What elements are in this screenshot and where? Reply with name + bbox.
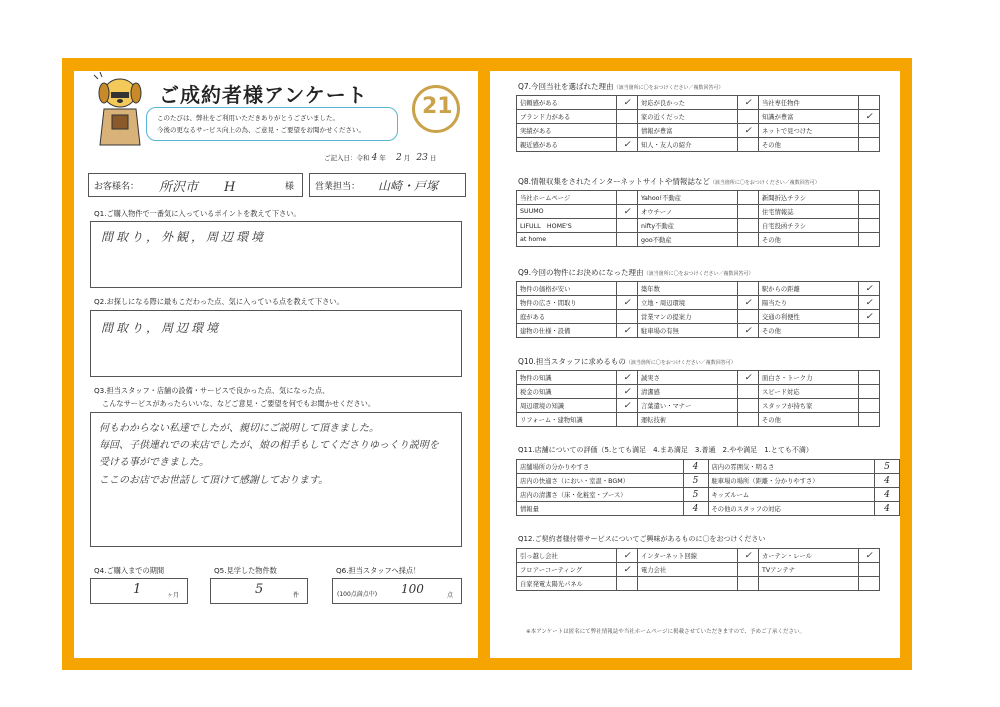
option-label: 住宅情報誌 — [759, 205, 859, 219]
option-label: 誠実さ — [638, 371, 738, 385]
greeting-bubble — [146, 107, 398, 141]
q12-title: Q12.ご契約者様付帯サービスについてご興味があるものに〇をおつけください — [518, 535, 766, 543]
option-label: 自宅投函チラシ — [759, 219, 859, 233]
q1-answer: 間取り，外観，周辺環境 — [101, 230, 267, 244]
date-year-unit: 年 — [379, 154, 386, 162]
table-row — [517, 282, 880, 296]
q11-title: Q11.店舗についての評価（5.とても満足 4.まあ満足 3.普通 2.やや満足 1.とても不満） — [518, 446, 813, 454]
q3-answer-line: 何もわからない私達でしたが、親切にご説明して頂きました。 — [99, 423, 379, 434]
century21-logo — [412, 85, 460, 133]
option-label: 清潔感 — [638, 385, 738, 399]
option-label: 物件の価格が安い — [517, 282, 617, 296]
option-label: オウチーノ — [638, 205, 738, 219]
table-row — [517, 138, 880, 152]
option-checkbox[interactable] — [617, 310, 638, 324]
option-label: 自家発電太陽光パネル — [517, 577, 617, 591]
option-label: 信頼感がある — [517, 96, 617, 110]
q11-table — [516, 459, 900, 516]
page-title: ご成約者様アンケート — [159, 83, 368, 107]
option-label: 家の近くだった — [638, 110, 738, 124]
rating-label: 駐車場の場所（距離・分かりやすさ） — [708, 474, 875, 488]
q3-question-line-2: こんなサービスがあったらいいな、などご意見・ご要望を何でもお聞かせください。 — [102, 399, 376, 408]
option-checkbox[interactable] — [738, 310, 759, 324]
table-row — [517, 399, 880, 413]
q2-question: Q2.お探しになる際に最もこだわった点、気に入っている点を教えて下さい。 — [94, 297, 344, 306]
option-checkbox[interactable]: ✓ — [859, 296, 880, 310]
option-checkbox[interactable]: ✓ — [617, 563, 638, 577]
table-row — [517, 549, 880, 563]
option-checkbox[interactable] — [738, 563, 759, 577]
option-label: 交通の利便性 — [759, 310, 859, 324]
option-label: 知識が豊富 — [759, 110, 859, 124]
option-checkbox[interactable] — [738, 191, 759, 205]
option-checkbox[interactable] — [859, 385, 880, 399]
table-row — [517, 324, 880, 338]
logo-text: 21 — [422, 94, 453, 119]
option-checkbox[interactable]: ✓ — [859, 282, 880, 296]
option-checkbox[interactable] — [859, 371, 880, 385]
option-checkbox[interactable] — [738, 219, 759, 233]
option-checkbox[interactable] — [738, 205, 759, 219]
option-checkbox[interactable] — [738, 577, 759, 591]
staff-label: 営業担当： — [315, 182, 361, 192]
option-label: nifty不動産 — [638, 219, 738, 233]
option-checkbox[interactable]: ✓ — [738, 371, 759, 385]
option-label: 知人・友人の紹介 — [638, 138, 738, 152]
date-label: ご記入日：令和 — [324, 154, 370, 162]
option-label: 駅からの距離 — [759, 282, 859, 296]
option-label: スタッフが持ち家 — [759, 399, 859, 413]
table-row — [517, 488, 900, 502]
q1-question: Q1.ご購入物件で一番気に入っているポイントを教えて下さい。 — [94, 209, 301, 218]
option-label: 物件の知識 — [517, 371, 617, 385]
rating-score[interactable]: 5 — [875, 460, 900, 474]
option-label: 情報が豊富 — [638, 124, 738, 138]
option-label: その他 — [759, 138, 859, 152]
option-label: 当社専任物件 — [759, 96, 859, 110]
option-checkbox[interactable] — [859, 233, 880, 247]
q10-title — [518, 356, 736, 367]
option-checkbox[interactable] — [859, 191, 880, 205]
q4-label: Q4.ご購入までの期間 — [94, 566, 165, 575]
option-label: スピード対応 — [759, 385, 859, 399]
option-label: リフォーム・建物知識 — [517, 413, 617, 427]
option-checkbox[interactable] — [617, 233, 638, 247]
q7-table — [516, 95, 880, 152]
option-label: TVアンテナ — [759, 563, 859, 577]
date-year: 4 — [371, 153, 378, 163]
table-row — [517, 205, 880, 219]
q5-label: Q5.見学した物件数 — [214, 566, 277, 575]
option-checkbox[interactable] — [617, 191, 638, 205]
table-row — [517, 460, 900, 474]
rating-score[interactable]: 4 — [875, 502, 900, 516]
q6-label: Q6.担当スタッフへ採点！ — [336, 566, 421, 575]
option-label: goo不動産 — [638, 233, 738, 247]
q6-unit: 点 — [447, 592, 454, 599]
table-row — [517, 124, 880, 138]
option-checkbox[interactable] — [859, 205, 880, 219]
option-checkbox[interactable]: ✓ — [617, 324, 638, 338]
option-label: at home — [517, 233, 617, 247]
option-checkbox[interactable]: ✓ — [617, 399, 638, 413]
option-checkbox[interactable] — [617, 413, 638, 427]
option-checkbox[interactable]: ✓ — [738, 124, 759, 138]
q10-title-text: Q10.担当スタッフに求めるもの — [518, 357, 626, 366]
q4-answer-box[interactable] — [90, 578, 188, 604]
option-checkbox[interactable]: ✓ — [617, 385, 638, 399]
q9-title — [518, 267, 754, 278]
q4-unit: ヶ月 — [167, 592, 180, 599]
option-label: LIFULL HOME'S — [517, 219, 617, 233]
q7-title-text: Q7.今回当社を選ばれた理由 — [518, 82, 614, 91]
q2-answer-box[interactable] — [90, 310, 462, 377]
option-checkbox[interactable] — [859, 577, 880, 591]
q9-note: （該当箇所に〇をおつけください／複数回答可） — [643, 271, 754, 277]
option-checkbox[interactable] — [859, 324, 880, 338]
option-label: 実績がある — [517, 124, 617, 138]
q12-table — [516, 548, 880, 591]
option-label: 物件の広さ・間取り — [517, 296, 617, 310]
option-checkbox[interactable] — [859, 124, 880, 138]
q3-answer-line: 受ける事ができました。 — [99, 457, 209, 468]
option-checkbox[interactable] — [738, 385, 759, 399]
rating-score[interactable]: 4 — [683, 460, 708, 474]
table-row — [517, 191, 880, 205]
rating-score[interactable]: 4 — [875, 474, 900, 488]
greeting-line-1: このたびは、弊社をご利用いただきありがとうございました。 — [157, 114, 339, 122]
rating-label: 店内の雰囲気・明るさ — [708, 460, 875, 474]
date-day-unit: 日 — [429, 154, 437, 162]
option-label: その他 — [759, 324, 859, 338]
option-label: 営業マンの提案力 — [638, 310, 738, 324]
option-checkbox[interactable]: ✓ — [738, 296, 759, 310]
q8-note: （該当箇所に〇をおつけください／複数回答可） — [709, 180, 820, 186]
option-label: Yahoo!不動産 — [638, 191, 738, 205]
option-checkbox[interactable] — [617, 110, 638, 124]
option-label — [759, 577, 859, 591]
q7-note: （該当箇所に〇をおつけください／複数回答可） — [613, 85, 724, 91]
option-checkbox[interactable] — [738, 110, 759, 124]
option-checkbox[interactable] — [859, 399, 880, 413]
option-checkbox[interactable]: ✓ — [859, 549, 880, 563]
option-label — [638, 577, 738, 591]
option-checkbox[interactable]: ✓ — [859, 110, 880, 124]
footer-note: ※本アンケートは匿名にて弊社情報誌や当社ホームページに掲載させていただきますので、予めご了承ください。 — [526, 629, 806, 635]
table-row — [517, 110, 880, 124]
q1-answer-box[interactable] — [90, 221, 462, 288]
rating-score[interactable]: 4 — [875, 488, 900, 502]
q3-answer-line: 毎回、子供連れでの来店でしたが、娘の相手もしてくださりゆっくり説明を — [99, 440, 439, 451]
option-checkbox[interactable] — [859, 413, 880, 427]
q6-value: 100 — [401, 582, 424, 596]
q10-note: （該当箇所に〇をおつけください／複数回答可） — [625, 360, 736, 366]
option-label: 親近感がある — [517, 138, 617, 152]
option-label: 電力会社 — [638, 563, 738, 577]
option-checkbox[interactable]: ✓ — [617, 296, 638, 310]
table-row — [517, 371, 880, 385]
q4-value: 1 — [133, 582, 142, 597]
date-day: 23 — [416, 153, 428, 163]
option-checkbox[interactable]: ✓ — [859, 310, 880, 324]
option-label: 新聞折込チラシ — [759, 191, 859, 205]
option-label: 対応が良かった — [638, 96, 738, 110]
option-checkbox[interactable] — [738, 138, 759, 152]
option-label: その他 — [759, 413, 859, 427]
table-row — [517, 310, 880, 324]
q8-title-text: Q8.情報収集をされたインターネットサイトや情報誌など — [518, 177, 710, 186]
option-label: フロアーコーティング — [517, 563, 617, 577]
option-label: カーテン・レール — [759, 549, 859, 563]
option-label: 建物の仕様・設備 — [517, 324, 617, 338]
left-panel — [74, 71, 478, 658]
option-label: ブランド力がある — [517, 110, 617, 124]
right-panel — [490, 71, 900, 658]
dog-mascot-icon — [90, 71, 150, 149]
option-checkbox[interactable] — [859, 96, 880, 110]
date-month: 2 — [395, 153, 402, 163]
option-checkbox[interactable] — [738, 233, 759, 247]
option-checkbox[interactable]: ✓ — [738, 96, 759, 110]
q10-table — [516, 370, 880, 427]
option-label: 周辺環境の知識 — [517, 399, 617, 413]
option-label: 立地・周辺環境 — [638, 296, 738, 310]
rating-score[interactable]: 5 — [683, 474, 708, 488]
option-checkbox[interactable]: ✓ — [617, 138, 638, 152]
option-label: 面白さ・トーク力 — [759, 371, 859, 385]
q2-answer: 間取り，周辺環境 — [101, 321, 222, 335]
q6-prefix: (100点満点中) — [337, 591, 378, 598]
option-checkbox[interactable]: ✓ — [617, 96, 638, 110]
option-label: 税金の知識 — [517, 385, 617, 399]
rating-label: その他のスタッフの対応 — [708, 502, 875, 516]
rating-label: キッズルーム — [708, 488, 875, 502]
q3-answer-box[interactable] — [90, 412, 462, 547]
option-label: 当社ホームページ — [517, 191, 617, 205]
option-checkbox[interactable] — [859, 138, 880, 152]
rating-score[interactable]: 4 — [683, 502, 708, 516]
q5-value: 5 — [255, 582, 264, 597]
q3-answer-line: ここのお店でお世話して頂けて感謝しております。 — [99, 475, 329, 486]
option-label: 運転技術 — [638, 413, 738, 427]
table-row — [517, 563, 880, 577]
option-checkbox[interactable] — [738, 399, 759, 413]
option-checkbox[interactable]: ✓ — [617, 549, 638, 563]
q8-table — [516, 190, 880, 247]
q8-title — [518, 176, 820, 187]
staff-name-field[interactable] — [309, 173, 466, 197]
table-row — [517, 474, 900, 488]
table-row — [517, 96, 880, 110]
rating-label: 店内の快適さ（におい・室温・BGM） — [517, 474, 684, 488]
q7-title — [518, 81, 724, 92]
option-checkbox[interactable]: ✓ — [617, 205, 638, 219]
q9-title-text: Q9.今回の物件にお決めになった理由 — [518, 268, 644, 277]
customer-name-field[interactable] — [88, 173, 303, 197]
table-row — [517, 385, 880, 399]
option-label: インターネット回線 — [638, 549, 738, 563]
option-checkbox[interactable] — [617, 577, 638, 591]
option-checkbox[interactable]: ✓ — [738, 549, 759, 563]
option-label: 駐車場の有無 — [638, 324, 738, 338]
table-row — [517, 296, 880, 310]
option-label: 築年数 — [638, 282, 738, 296]
option-label: 引っ越し会社 — [517, 549, 617, 563]
rating-score[interactable]: 5 — [683, 488, 708, 502]
option-checkbox[interactable] — [617, 282, 638, 296]
q5-unit: 件 — [293, 592, 300, 599]
option-label: 陽当たり — [759, 296, 859, 310]
option-label: SUUMO — [517, 205, 617, 219]
table-row — [517, 577, 880, 591]
option-checkbox[interactable] — [738, 282, 759, 296]
option-label: その他 — [759, 233, 859, 247]
option-checkbox[interactable]: ✓ — [617, 371, 638, 385]
staff-name: 山崎・戸塚 — [378, 179, 439, 193]
option-label: 庭がある — [517, 310, 617, 324]
option-label: ネットで見つけた — [759, 124, 859, 138]
rating-label: 店舗場所の分かりやすさ — [517, 460, 684, 474]
table-row — [517, 413, 880, 427]
option-checkbox[interactable] — [859, 219, 880, 233]
q5-answer-box[interactable] — [210, 578, 308, 604]
customer-label: お客様名： — [94, 182, 140, 192]
rating-label: 情報量 — [517, 502, 684, 516]
customer-name: 所沢市 H — [159, 180, 236, 195]
date-line — [324, 153, 436, 163]
option-checkbox[interactable] — [738, 413, 759, 427]
table-row — [517, 219, 880, 233]
customer-honorific: 様 — [285, 182, 295, 192]
option-checkbox[interactable] — [617, 219, 638, 233]
table-row — [517, 502, 900, 516]
q6-answer-box[interactable] — [332, 578, 462, 604]
table-row — [517, 233, 880, 247]
rating-label: 店内の清潔さ（床・化粧室・ブース） — [517, 488, 684, 502]
option-checkbox[interactable]: ✓ — [738, 324, 759, 338]
date-month-unit: 月 — [403, 154, 411, 162]
greeting-line-2: 今後の更なるサービス向上の為、ご意見・ご要望をお聞かせください。 — [157, 126, 365, 134]
q3-question-line-1: Q3.担当スタッフ・店舗の設備・サービスで良かった点、気になった点、 — [94, 386, 330, 395]
option-checkbox[interactable] — [859, 563, 880, 577]
option-checkbox[interactable] — [617, 124, 638, 138]
option-label: 言葉遣い・マナー — [638, 399, 738, 413]
q9-table — [516, 281, 880, 338]
